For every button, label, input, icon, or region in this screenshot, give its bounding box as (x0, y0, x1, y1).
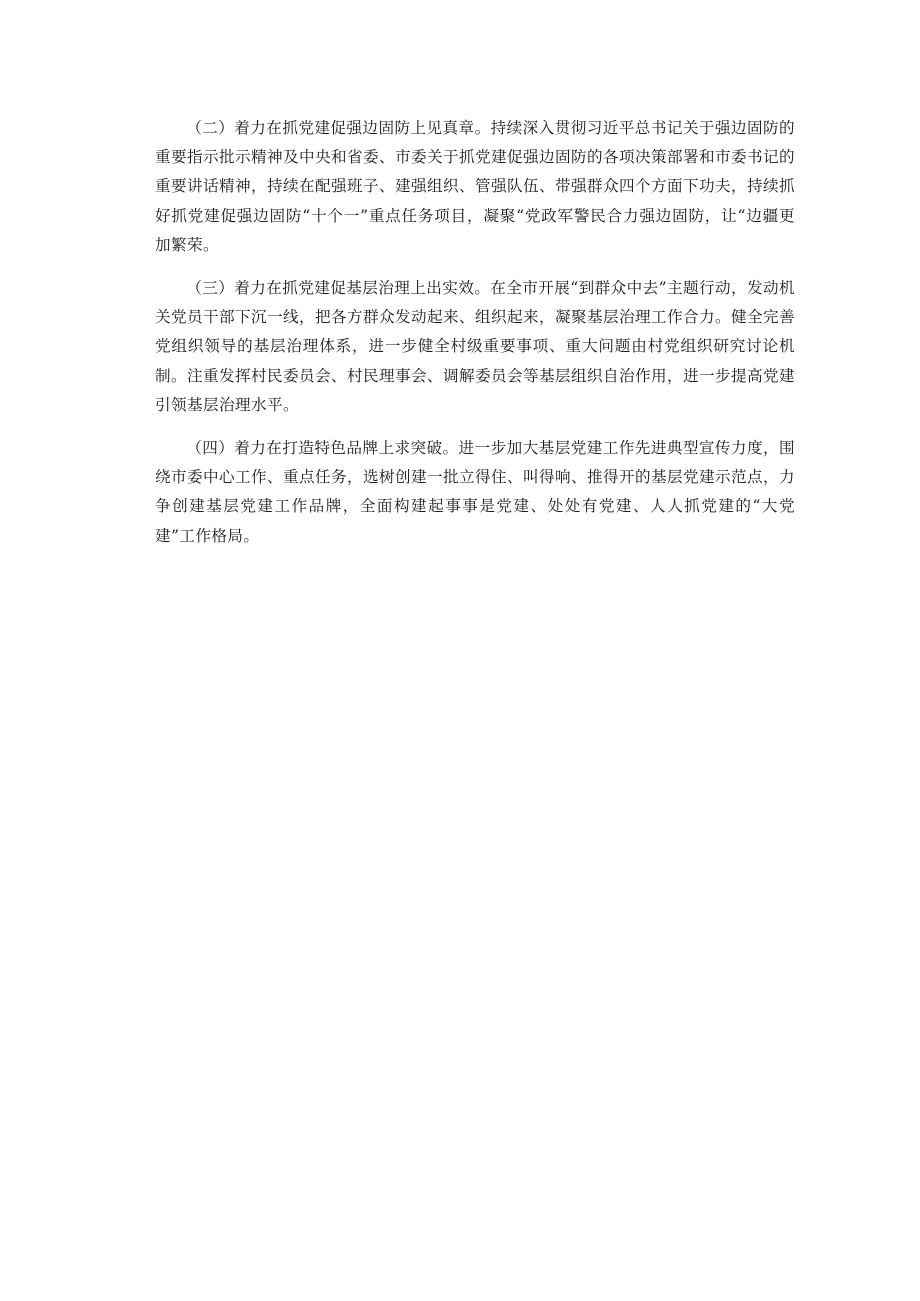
paragraph-section-2: （二）着力在抓党建促强边固防上见真章。持续深入贯彻习近平总书记关于强边固防的重要指示批示精神及中央和省委、市委关于抓党建促强边固防的各项决策部署和市委书记的重要讲话精神，持续在配强班子、建强组织、管强队伍、带强群众四个方面下功夫，持续抓好抓党建促强边固防“十个一”重点任务项目，凝聚“党政军警民合力强边固防，让“边疆更加繁荣。 (155, 119, 795, 254)
paragraph-section-3: （三）着力在抓党建促基层治理上出实效。在全市开展“到群众中去”主题行动，发动机关党员干部下沉一线，把各方群众发动起来、组织起来，凝聚基层治理工作合力。健全完善党组织领导的基层治理体系，进一步健全村级重要事项、重大问题由村党组织研究讨论机制。注重发挥村民委员会、村民理事会、调解委员会等基层组织自治作用，进一步提高党建引领基层治理水平。 (155, 279, 795, 414)
paragraph-section-4: （四）着力在打造特色品牌上求突破。进一步加大基层党建工作先进典型宣传力度，围绕市委中心工作、重点任务，选树创建一批立得住、叫得响、推得开的基层党建示范点，力争创建基层党建工作品牌，全面构建起事事是党建、处处有党建、人人抓党建的“大党建”工作格局。 (155, 439, 795, 545)
document-body (155, 114, 795, 565)
